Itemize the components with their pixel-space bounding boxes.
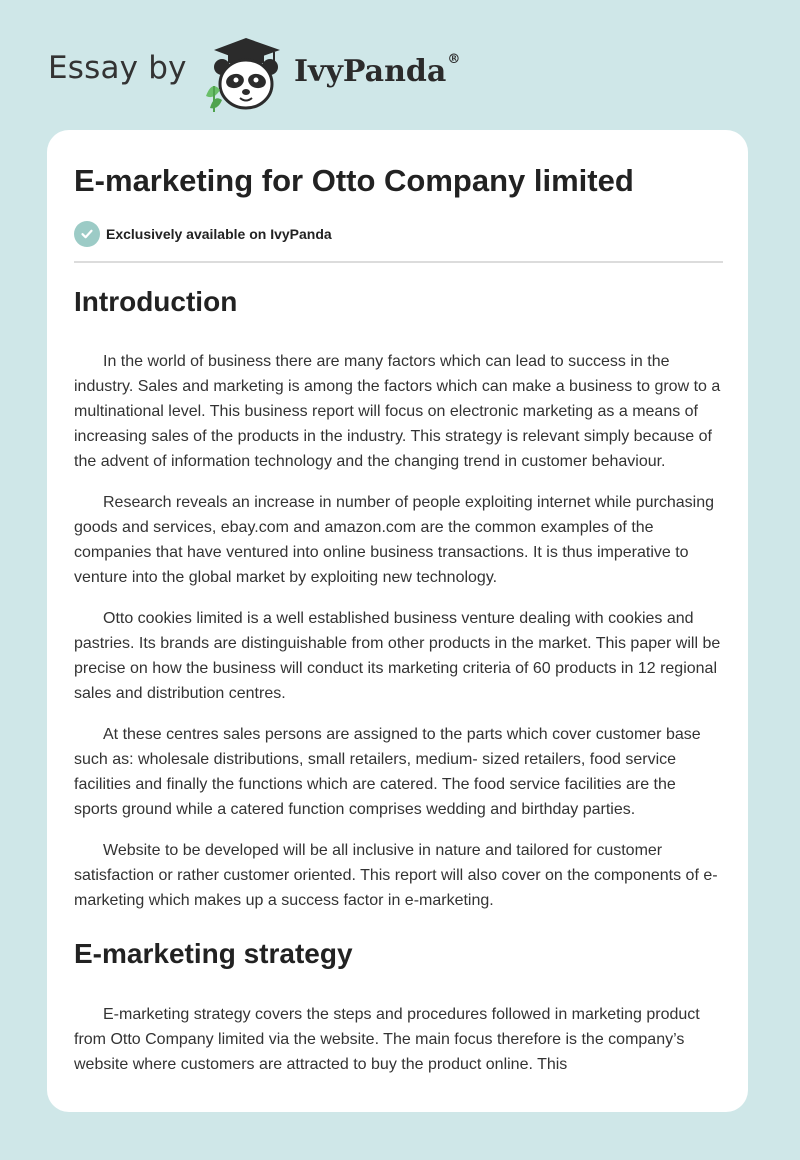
registered-mark: ®: [447, 52, 461, 67]
article-body: [74, 280, 723, 1077]
title-divider: [74, 261, 723, 263]
paragraph: Otto cookies limited is a well established business venture dealing with cookies and pastries. Its brands are distinguishable from other products in the market. This paper will be precise on how the business will conduct its marketing criteria of 60 products in 12 regional sales and distribution centres.: [74, 610, 721, 702]
panda-logo-icon[interactable]: [200, 34, 292, 114]
article-card: [47, 130, 748, 1112]
essay-by-label: Essay by: [48, 50, 187, 86]
paragraph: In the world of business there are many factors which can lead to success in the industry. Sales and marketing is among the factors which can make a business to grow to a multinational level. This business report will focus on electronic marketing as a means of increasing sales of the products in the industry. This strategy is relevant simply because of the advent of information technology and the changing trend in customer behaviour.: [74, 353, 721, 470]
check-icon: [74, 221, 100, 247]
exclusive-badge: [74, 221, 332, 247]
badge-text: Exclusively available on IvyPanda: [106, 226, 332, 242]
paragraph: Research reveals an increase in number of people exploiting internet while purchasing goods and services, ebay.com and amazon.com are the common examples of the companies that have ventured into online business transactions. It is thus imperative to venture into the global market by exploiting new technology.: [74, 494, 715, 586]
paragraph: At these centres sales persons are assigned to the parts which cover customer base such as: wholesale distributions, small retailers, medium- sized retailers, food service facilities and finally the functions which are catered. The food service facilities are the sports ground while a catered function comprises wedding and birthday parties.: [74, 726, 701, 818]
paragraph: E-marketing strategy covers the steps and procedures followed in marketing product from Otto Company limited via the website. The main focus therefore is the company’s website where customers are attracted to buy the product online. This: [74, 1006, 700, 1073]
paragraph: Website to be developed will be all inclusive in nature and tailored for customer satisfaction or rather customer oriented. This report will also cover on the components of e-marketing which makes up a success factor in e-marketing.: [74, 842, 718, 909]
section-heading-introduction: Introduction: [74, 286, 238, 317]
brand-name[interactable]: [294, 54, 460, 89]
section-heading-e-marketing-strategy: E-marketing strategy: [74, 938, 353, 969]
site-header: [0, 0, 800, 130]
page-title: E-marketing for Otto Company limited: [74, 163, 634, 198]
brand-text: IvyPanda: [294, 54, 447, 89]
